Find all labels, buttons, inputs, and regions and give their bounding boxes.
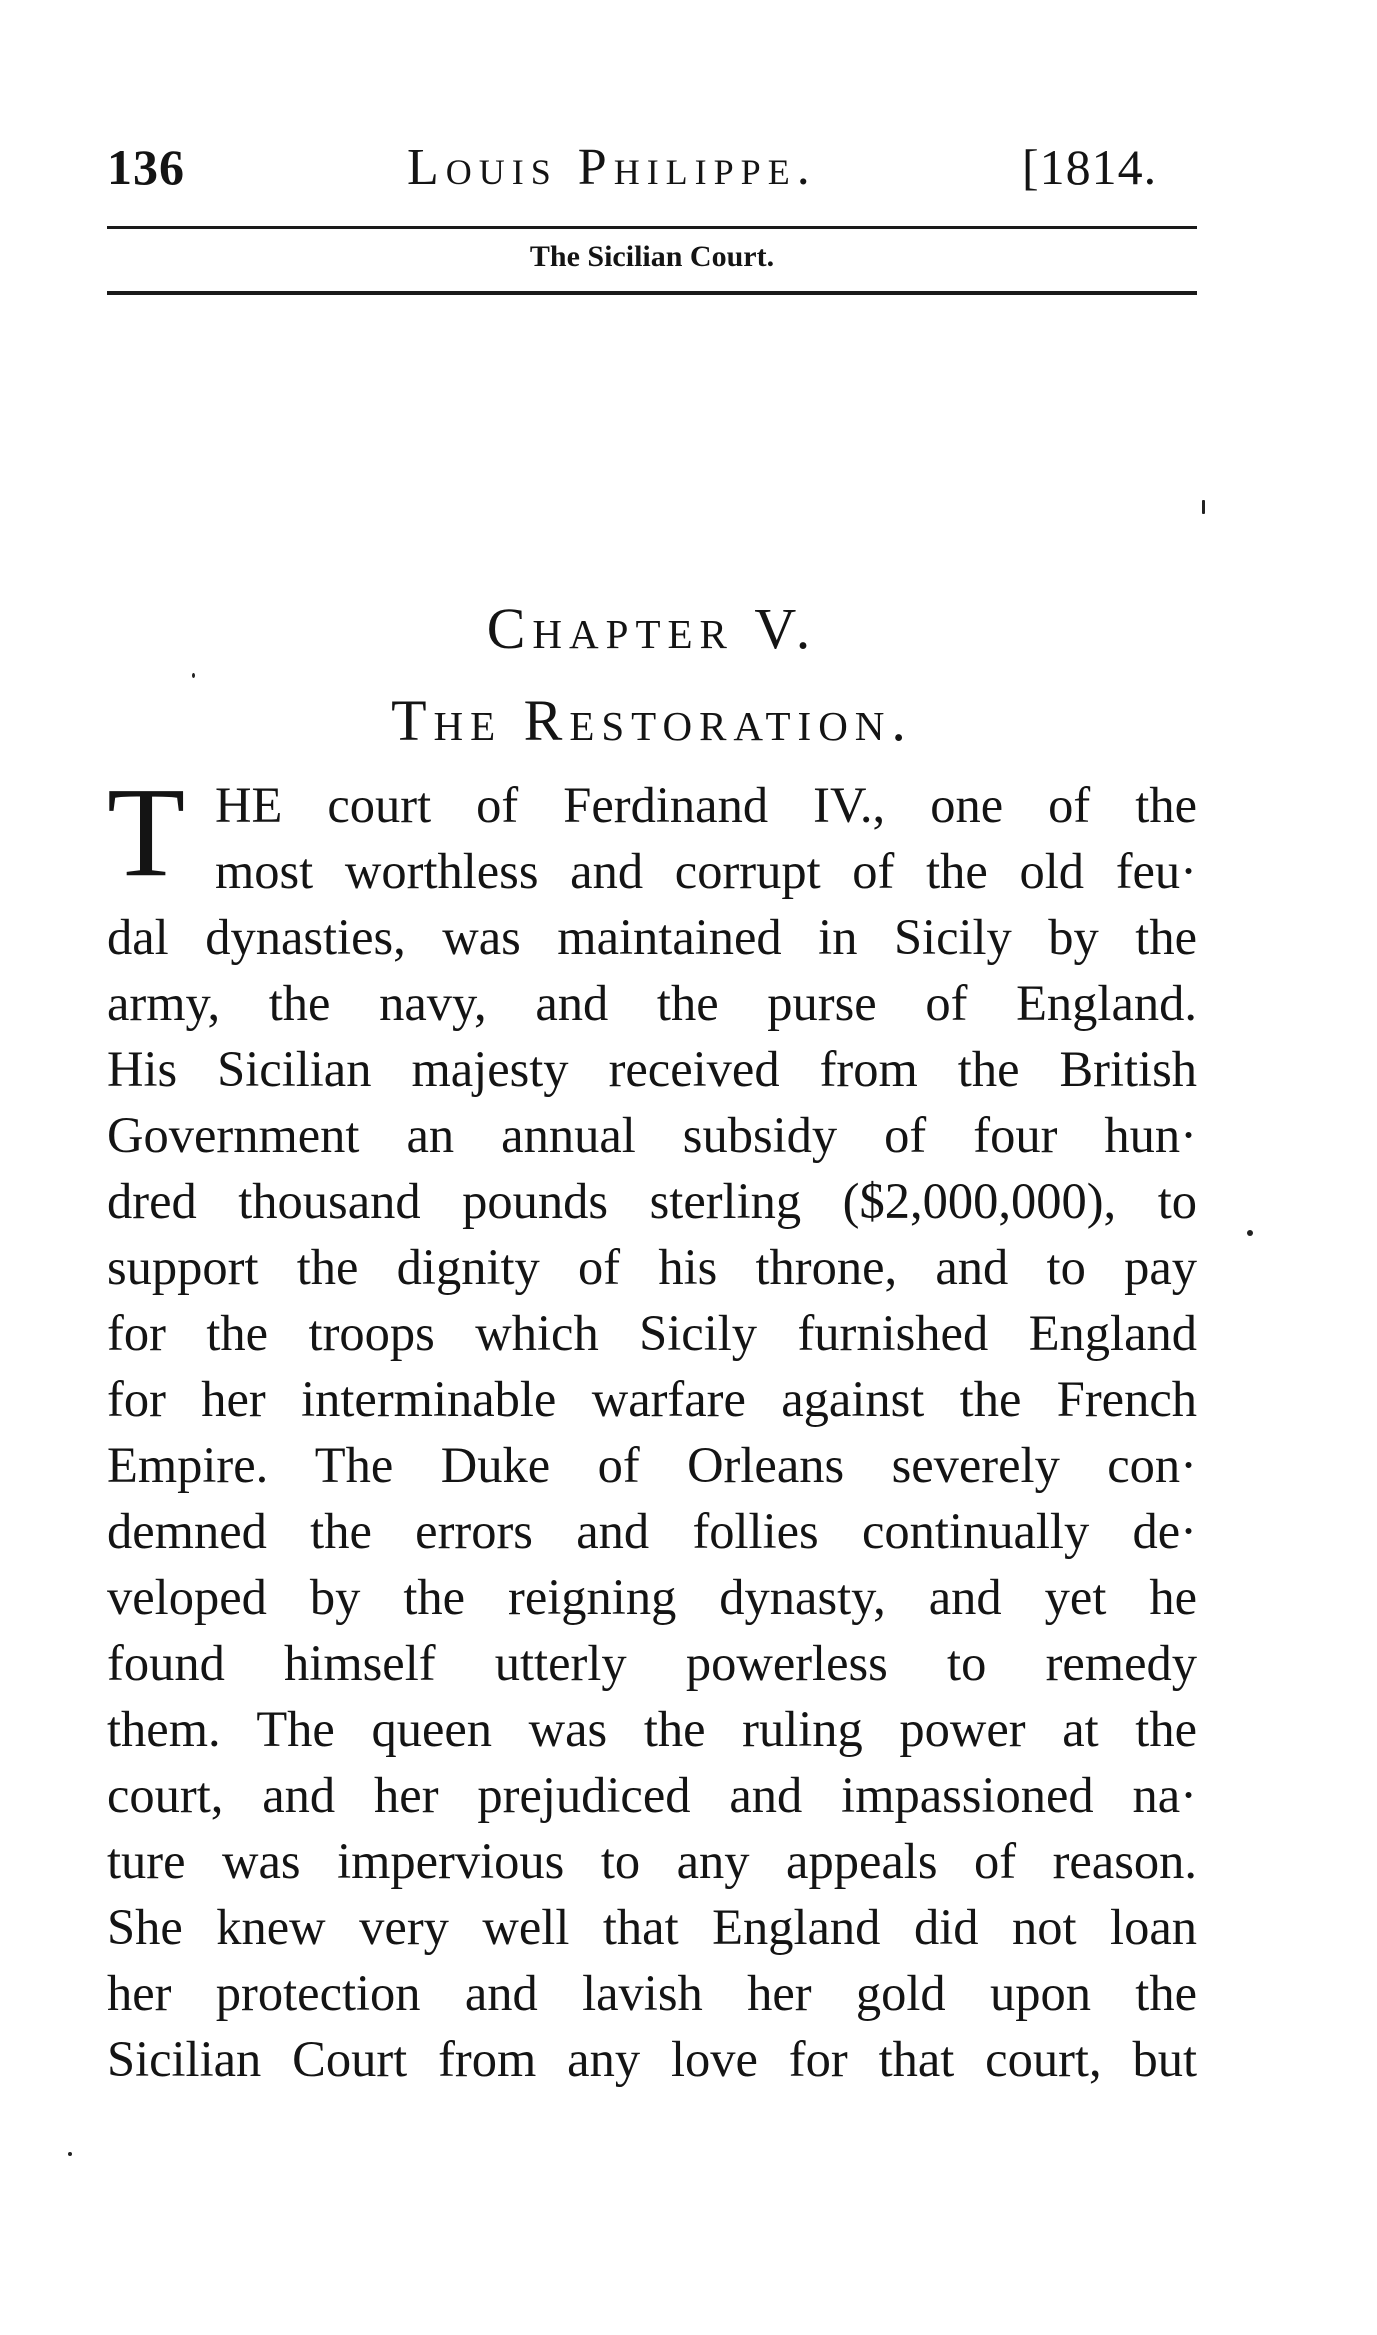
book-title: Louis Philippe.	[407, 139, 817, 196]
header-rule-top	[107, 226, 1197, 229]
body-line: her protection and lavish her gold upon the	[107, 1965, 1197, 2021]
body-line: court, and her prejudiced and impassioned na·	[107, 1767, 1197, 1823]
body-line: dal dynasties, was maintained in Sicily by the	[107, 909, 1197, 965]
body-line: Sicilian Court from any love for that court, but	[107, 2031, 1197, 2087]
body-line: for her interminable warfare against the French	[107, 1371, 1197, 1427]
header-rule-bottom	[107, 291, 1197, 295]
body-line: His Sicilian majesty received from the British	[107, 1041, 1197, 1097]
scan-speck	[192, 673, 195, 678]
body-line: most worthless and corrupt of the old feu·	[215, 843, 1197, 899]
running-head	[107, 138, 1207, 208]
body-text	[107, 761, 1197, 2092]
body-line: HE court of Ferdinand IV., one of the	[215, 777, 1197, 833]
scan-speck	[68, 2152, 72, 2156]
body-line: Government an annual subsidy of four hun·	[107, 1107, 1197, 1163]
chapter-title: The Restoration.	[391, 688, 913, 753]
year-marker: [1814.	[1022, 139, 1158, 195]
body-line: found himself utterly powerless to remedy	[107, 1635, 1197, 1691]
drop-cap: T	[107, 761, 186, 903]
body-line: support the dignity of his throne, and to pay	[107, 1239, 1197, 1295]
body-line: Empire. The Duke of Orleans severely con·	[107, 1437, 1197, 1493]
body-line: them. The queen was the ruling power at the	[107, 1701, 1197, 1757]
body-line: for the troops which Sicily furnished England	[107, 1305, 1197, 1361]
body-line: ture was impervious to any appeals of reason.	[107, 1833, 1197, 1889]
body-line: She knew very well that England did not loan	[107, 1899, 1197, 1955]
scan-speck	[1247, 1230, 1253, 1236]
body-line: veloped by the reigning dynasty, and yet he	[107, 1569, 1197, 1625]
scan-speck	[1202, 500, 1205, 514]
page-number: 136	[107, 139, 185, 195]
body-line: dred thousand pounds sterling ($2,000,000), to	[107, 1173, 1197, 1229]
section-title: The Sicilian Court.	[529, 240, 775, 273]
body-line: army, the navy, and the purse of England.	[107, 975, 1197, 1031]
chapter-number: Chapter V.	[486, 596, 818, 661]
body-line: demned the errors and follies continually de·	[107, 1503, 1197, 1559]
